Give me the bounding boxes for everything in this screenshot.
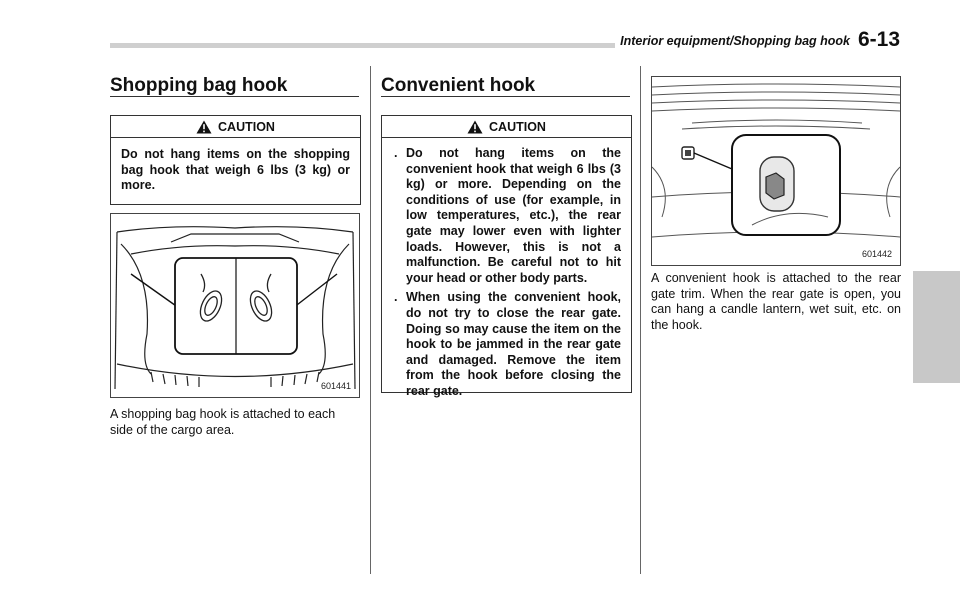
- cargo-area-illustration: [111, 214, 359, 397]
- header-bar: [110, 43, 615, 48]
- figure-id: 601442: [861, 249, 892, 259]
- convenient-hook-description: A convenient hook is attached to the rear gate trim. When the rear gate is open, you can hang a candle lantern, wet suit, etc. on the hook.: [651, 271, 901, 332]
- caution-label: CAUTION: [218, 119, 275, 134]
- bullet-text: When using the convenient hook, do not try to close the rear gate. Doing so may cause the item on the hook to be jammed in the rear gate and damaged. Remove the item from the hook before closing the rear gate.: [406, 290, 621, 398]
- caution-text: [111, 138, 360, 194]
- caution-header: [111, 116, 360, 138]
- caution-box: [110, 115, 361, 205]
- heading-rule: [110, 96, 359, 97]
- column-divider: [370, 66, 371, 574]
- column-divider: [640, 66, 641, 574]
- section-heading-convenient-hook: Convenient hook: [381, 75, 536, 96]
- caution-label: CAUTION: [489, 119, 546, 134]
- caution-bullet: [394, 146, 621, 286]
- section-heading-shopping-bag-hook: Shopping bag hook: [110, 75, 288, 96]
- caution-text: [382, 138, 631, 400]
- caution-bullet-list: [394, 146, 621, 400]
- chapter-side-tab: [913, 271, 960, 383]
- caution-box: [381, 115, 632, 398]
- caution-header: [382, 116, 631, 138]
- rear-gate-illustration: [652, 77, 900, 265]
- shopping-bag-hook-description: A shopping bag hook is attached to each side of the cargo area.: [110, 407, 336, 437]
- running-header-title: Interior equipment/Shopping bag hook: [620, 34, 850, 48]
- page-number: 6-13: [858, 28, 901, 51]
- warning-triangle-icon: [196, 120, 212, 134]
- figure-id: 601441: [320, 381, 351, 391]
- caution-bullet: [394, 290, 621, 399]
- bullet-text: Do not hang items on the convenient hook that weigh 6 lbs (3 kg) or more. Depending on the conditions of use (for example, in low temperatures, etc.), the rear gate may lower even with lighter loads. However, this is not a malfunction. Be careful not to hit your head or other body parts.: [406, 146, 621, 285]
- caution-paragraph: Do not hang items on the shopping bag hook that weigh 6 lbs (3 kg) or more.: [121, 147, 350, 193]
- heading-rule: [381, 96, 630, 97]
- figure-rear-gate-hook: [651, 76, 901, 266]
- bullet-marker: .: [394, 290, 398, 305]
- bullet-marker: .: [394, 146, 398, 160]
- figure-cargo-area: [110, 213, 360, 398]
- warning-triangle-icon: [467, 120, 483, 134]
